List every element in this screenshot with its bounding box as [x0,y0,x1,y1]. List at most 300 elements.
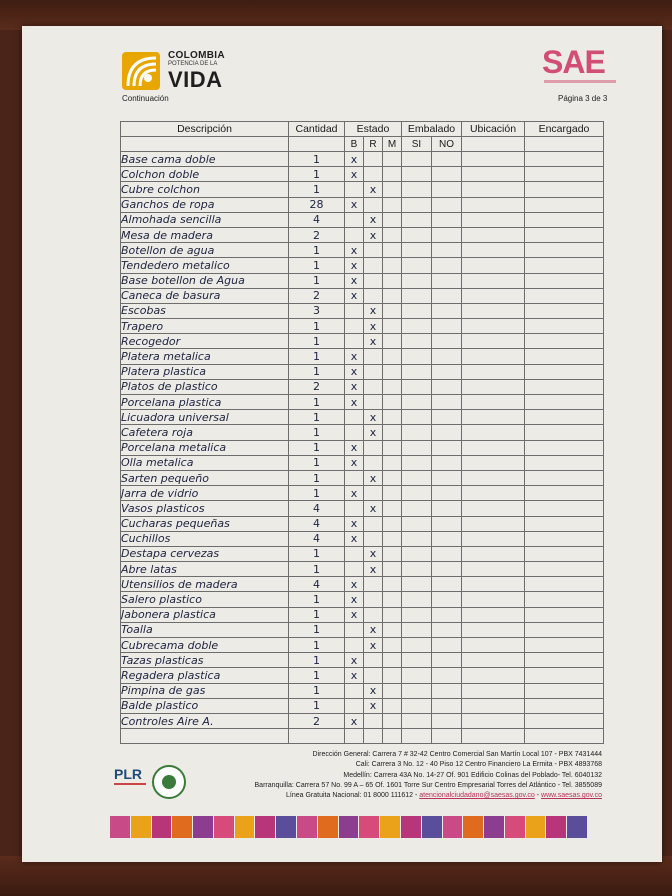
embalado-si-cell [402,562,432,577]
item-description: Recogedor [121,334,289,349]
colombia-logo-icon [122,52,160,90]
embalado-si-cell [402,258,432,273]
estado-b-mark [345,729,364,744]
logo-text-vida: VIDA [168,67,223,92]
estado-m-cell [383,152,402,167]
strip-tile [401,816,421,838]
estado-b-mark: x [345,653,364,668]
estado-b-mark [345,334,364,349]
ubicacion-cell [462,379,525,394]
ubicacion-cell [462,395,525,410]
item-quantity: 1 [289,182,345,197]
item-quantity: 1 [289,364,345,379]
item-quantity: 2 [289,379,345,394]
ubicacion-cell [462,653,525,668]
embalado-si-cell [402,152,432,167]
table-row [121,349,604,364]
estado-r-mark: x [364,303,383,318]
item-quantity: 1 [289,592,345,607]
table-row [121,531,604,546]
estado-m-cell [383,364,402,379]
footer-line-barranquilla: Barranquilla: Carrera 57 No. 99 A – 65 Of. 1601 Torre Sur Centro Empresarial Torres del Atlántico - Tel. 3855089 [254,781,602,789]
ubicacion-cell [462,607,525,622]
table-row [121,713,604,728]
embalado-si-cell [402,182,432,197]
table-row [121,668,604,683]
header-cantidad: Cantidad [289,122,345,137]
table-row [121,379,604,394]
ubicacion-cell [462,167,525,182]
embalado-si-cell [402,319,432,334]
estado-m-cell [383,288,402,303]
footer-separator: - [534,792,542,800]
embalado-no-cell [432,516,462,531]
estado-m-cell [383,607,402,622]
embalado-si-cell [402,410,432,425]
estado-m-cell [383,197,402,212]
embalado-si-cell [402,729,432,744]
encargado-cell [525,212,604,227]
encargado-cell [525,379,604,394]
embalado-no-cell [432,243,462,258]
table-row [121,607,604,622]
estado-m-cell [383,729,402,744]
item-description: Cafetera roja [121,425,289,440]
table-row [121,562,604,577]
table-row [121,167,604,182]
estado-r-mark: x [364,212,383,227]
embalado-no-cell [432,364,462,379]
embalado-no-cell [432,334,462,349]
encargado-cell [525,531,604,546]
embalado-no-cell [432,440,462,455]
footer-line-contact [212,791,602,801]
item-description: Porcelana metalica [121,440,289,455]
embalado-si-cell [402,607,432,622]
item-quantity: 4 [289,577,345,592]
estado-b-mark [345,410,364,425]
embalado-no-cell [432,713,462,728]
estado-b-mark: x [345,607,364,622]
estado-r-mark [364,197,383,212]
estado-r-mark [364,349,383,364]
estado-m-cell [383,668,402,683]
strip-tile [567,816,587,838]
table-row [121,683,604,698]
embalado-no-cell [432,729,462,744]
item-quantity: 1 [289,470,345,485]
ubicacion-cell [462,303,525,318]
estado-r-mark [364,486,383,501]
table-row [121,197,604,212]
item-description: Escobas [121,303,289,318]
estado-b-mark [345,501,364,516]
item-quantity: 1 [289,440,345,455]
encargado-cell [525,410,604,425]
ubicacion-cell [462,455,525,470]
item-quantity: 1 [289,410,345,425]
estado-r-mark: x [364,334,383,349]
sae-logo [542,44,616,86]
embalado-si-cell [402,197,432,212]
ubicacion-cell [462,698,525,713]
table-row [121,395,604,410]
ubicacion-cell [462,288,525,303]
embalado-no-cell [432,379,462,394]
estado-b-mark: x [345,440,364,455]
encargado-cell [525,698,604,713]
ubicacion-cell [462,212,525,227]
ubicacion-cell [462,668,525,683]
embalado-no-cell [432,258,462,273]
embalado-si-cell [402,668,432,683]
encargado-cell [525,638,604,653]
estado-b-mark [345,638,364,653]
item-description: Base cama doble [121,152,289,167]
encargado-cell [525,683,604,698]
encargado-cell [525,562,604,577]
estado-r-mark [364,288,383,303]
estado-b-mark: x [345,167,364,182]
estado-m-cell [383,319,402,334]
sae-logo-text: SAE [542,44,605,80]
encargado-cell [525,395,604,410]
encargado-cell [525,182,604,197]
background-wood-bottom [0,856,672,896]
encargado-cell [525,425,604,440]
encargado-cell [525,592,604,607]
strip-tile [276,816,296,838]
strip-tile [422,816,442,838]
estado-r-mark: x [364,622,383,637]
embalado-si-cell [402,364,432,379]
item-description: Base botellon de Agua [121,273,289,288]
embalado-si-cell [402,440,432,455]
estado-r-mark: x [364,698,383,713]
estado-m-cell [383,713,402,728]
estado-b-mark: x [345,349,364,364]
estado-b-mark: x [345,288,364,303]
ubicacion-cell [462,638,525,653]
estado-r-mark [364,668,383,683]
item-description: Caneca de basura [121,288,289,303]
page-number: Página 3 de 3 [558,94,608,103]
footer-line-medellin: Medellín: Carrera 43A No. 14-27 Of. 901 Edificio Colinas del Poblado- Tel. 6040132 [343,771,602,779]
table-row [121,364,604,379]
item-description: Cubrecama doble [121,638,289,653]
item-description: Jarra de vidrio [121,486,289,501]
item-description: Destapa cervezas [121,546,289,561]
table-row [121,273,604,288]
item-quantity: 1 [289,425,345,440]
item-quantity: 4 [289,501,345,516]
estado-r-mark [364,455,383,470]
estado-r-mark [364,152,383,167]
estado-m-cell [383,516,402,531]
header-descripcion: Descripción [121,122,289,137]
estado-m-cell [383,273,402,288]
strip-tile [484,816,504,838]
table-row [121,470,604,485]
estado-r-mark: x [364,425,383,440]
encargado-cell [525,319,604,334]
strip-tile [526,816,546,838]
estado-b-mark [345,546,364,561]
estado-m-cell [383,182,402,197]
embalado-si-cell [402,470,432,485]
item-description: Mesa de madera [121,227,289,242]
estado-r-mark: x [364,546,383,561]
item-quantity: 1 [289,653,345,668]
estado-m-cell [383,501,402,516]
continuacion-label: Continuación [122,94,169,103]
estado-b-mark: x [345,592,364,607]
item-quantity [289,729,345,744]
encargado-cell [525,455,604,470]
decorative-color-strip [110,816,588,838]
item-quantity: 1 [289,683,345,698]
embalado-no-cell [432,303,462,318]
item-quantity: 1 [289,167,345,182]
embalado-no-cell [432,227,462,242]
header-estado: Estado [345,122,402,137]
estado-m-cell [383,531,402,546]
embalado-no-cell [432,592,462,607]
table-row [121,303,604,318]
embalado-si-cell [402,486,432,501]
embalado-no-cell [432,273,462,288]
estado-m-cell [383,592,402,607]
subheader-b: B [345,137,364,152]
estado-b-mark: x [345,577,364,592]
estado-m-cell [383,303,402,318]
embalado-no-cell [432,668,462,683]
encargado-cell [525,501,604,516]
item-quantity: 1 [289,622,345,637]
estado-b-mark [345,470,364,485]
item-quantity: 1 [289,349,345,364]
table-row [121,486,604,501]
estado-b-mark [345,182,364,197]
encargado-cell [525,668,604,683]
embalado-si-cell [402,592,432,607]
estado-r-mark [364,379,383,394]
strip-tile [318,816,338,838]
footer-line-cali: Cali: Carrera 3 No. 12 - 40 Piso 12 Centro Financiero La Ermita - PBX 4893768 [355,761,602,769]
item-description: Tendedero metalico [121,258,289,273]
estado-r-mark [364,713,383,728]
item-description: Platera metalica [121,349,289,364]
encargado-cell [525,227,604,242]
estado-r-mark [364,364,383,379]
embalado-si-cell [402,227,432,242]
estado-r-mark [364,395,383,410]
estado-r-mark: x [364,470,383,485]
item-description: Vasos plasticos [121,501,289,516]
footer-addresses [212,750,602,801]
ubicacion-cell [462,486,525,501]
estado-b-mark: x [345,516,364,531]
encargado-cell [525,622,604,637]
plr-logo-underline [114,783,146,785]
item-quantity: 4 [289,531,345,546]
estado-m-cell [383,638,402,653]
footer-email-link[interactable]: atencionalciudadano@saesas.gov.co [419,792,535,800]
table-row [121,729,604,744]
estado-r-mark [364,577,383,592]
embalado-no-cell [432,622,462,637]
table-row [121,638,604,653]
embalado-si-cell [402,288,432,303]
table-subheader-row [121,137,604,152]
estado-r-mark [364,258,383,273]
ubicacion-cell [462,319,525,334]
embalado-no-cell [432,410,462,425]
item-description: Platera plastica [121,364,289,379]
ubicacion-cell [462,410,525,425]
item-quantity: 1 [289,668,345,683]
embalado-si-cell [402,501,432,516]
embalado-no-cell [432,531,462,546]
item-description: Tazas plasticas [121,653,289,668]
embalado-si-cell [402,638,432,653]
table-row [121,440,604,455]
ubicacion-cell [462,577,525,592]
footer-linea-gratuita: Línea Gratuita Nacional: 01 8000 111612 - [286,792,420,800]
ubicacion-cell [462,440,525,455]
estado-r-mark [364,516,383,531]
encargado-cell [525,577,604,592]
estado-b-mark: x [345,668,364,683]
item-quantity: 4 [289,516,345,531]
table-row [121,152,604,167]
estado-r-mark: x [364,683,383,698]
estado-m-cell [383,212,402,227]
table-row [121,319,604,334]
ubicacion-cell [462,334,525,349]
estado-r-mark [364,273,383,288]
footer-line-direccion: Dirección General: Carrera 7 # 32-42 Centro Comercial San Martín Local 107 - PBX 7431444 [312,751,602,758]
item-quantity: 1 [289,395,345,410]
subheader-si: SI [402,137,432,152]
strip-tile [463,816,483,838]
embalado-no-cell [432,197,462,212]
embalado-si-cell [402,516,432,531]
strip-tile [505,816,525,838]
item-description: Controles Aire A. [121,713,289,728]
header-encargado: Encargado [525,122,604,137]
embalado-si-cell [402,683,432,698]
item-quantity: 2 [289,227,345,242]
estado-m-cell [383,227,402,242]
encargado-cell [525,729,604,744]
item-description: Porcelana plastica [121,395,289,410]
estado-b-mark [345,303,364,318]
item-quantity: 28 [289,197,345,212]
item-description: Almohada sencilla [121,212,289,227]
item-quantity: 1 [289,273,345,288]
estado-b-mark [345,425,364,440]
footer-web-link[interactable]: www.saesas.gov.co [541,792,602,800]
estado-b-mark: x [345,258,364,273]
item-description: Botellon de agua [121,243,289,258]
item-description: Cubre colchon [121,182,289,197]
embalado-no-cell [432,455,462,470]
strip-tile [193,816,213,838]
table-row [121,546,604,561]
embalado-no-cell [432,562,462,577]
table-body [121,152,604,744]
item-description: Ganchos de ropa [121,197,289,212]
estado-r-mark: x [364,182,383,197]
embalado-no-cell [432,212,462,227]
ubicacion-cell [462,713,525,728]
estado-m-cell [383,395,402,410]
estado-b-mark [345,622,364,637]
ubicacion-cell [462,182,525,197]
table-row [121,455,604,470]
item-description: Jabonera plastica [121,607,289,622]
estado-b-mark [345,319,364,334]
ubicacion-cell [462,152,525,167]
item-description: Utensilios de madera [121,577,289,592]
strip-tile [359,816,379,838]
item-quantity: 1 [289,607,345,622]
estado-b-mark [345,698,364,713]
estado-r-mark [364,440,383,455]
encargado-cell [525,258,604,273]
embalado-no-cell [432,425,462,440]
item-quantity: 4 [289,212,345,227]
table-row [121,288,604,303]
encargado-cell [525,364,604,379]
embalado-si-cell [402,577,432,592]
estado-r-mark: x [364,638,383,653]
ubicacion-cell [462,227,525,242]
strip-tile [255,816,275,838]
item-quantity: 1 [289,319,345,334]
sae-logo-underline [544,80,616,83]
embalado-si-cell [402,653,432,668]
ubicacion-cell [462,273,525,288]
embalado-no-cell [432,501,462,516]
table-row [121,182,604,197]
strip-tile [297,816,317,838]
estado-r-mark [364,167,383,182]
strip-tile [110,816,130,838]
item-description: Abre latas [121,562,289,577]
item-quantity: 1 [289,562,345,577]
header-embalado: Embalado [402,122,462,137]
table-row [121,698,604,713]
strip-tile [380,816,400,838]
item-description: Toalla [121,622,289,637]
estado-m-cell [383,455,402,470]
strip-tile [152,816,172,838]
strip-tile [443,816,463,838]
estado-m-cell [383,470,402,485]
embalado-no-cell [432,470,462,485]
table-row [121,410,604,425]
embalado-no-cell [432,167,462,182]
embalado-no-cell [432,486,462,501]
table-header-row [121,122,604,137]
subheader-no: NO [432,137,462,152]
embalado-no-cell [432,182,462,197]
strip-tile [546,816,566,838]
estado-m-cell [383,334,402,349]
estado-m-cell [383,167,402,182]
